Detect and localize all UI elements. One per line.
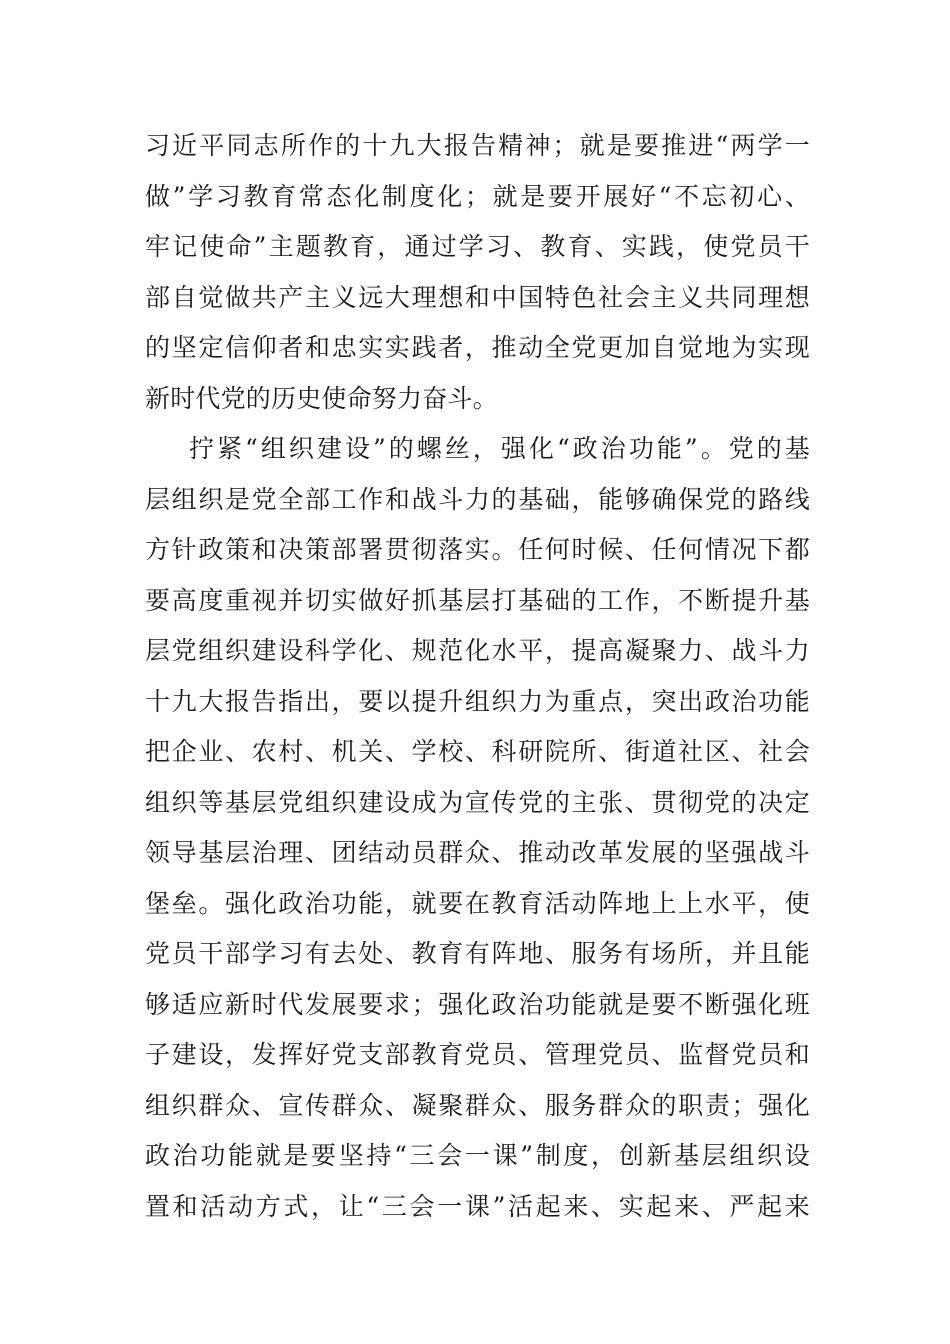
text-line: 新时代党的历史使命努力奋斗。 — [145, 383, 498, 413]
text-line: 要高度重视并切实做好抓基层打基础的工作，不断提升基 — [145, 585, 810, 615]
text-line: 组织群众、宣传群众、凝聚群众、服务群众的职责；强化 — [145, 1090, 810, 1120]
text-line: 政治功能就是要坚持“三会一课”制度，创新基层组织设 — [145, 1141, 810, 1170]
text-line: 牢记使命”主题教育，通过学习、教育、实践，使党员干 — [145, 232, 810, 261]
text-line: 堡垒。强化政治功能，就要在教育活动阵地上上水平，使 — [145, 888, 810, 918]
paragraph-start-line: 拧紧“组织建设”的螺丝，强化“政治功能”。党的基 — [189, 434, 810, 463]
text-line: 把企业、农村、机关、学校、科研院所、街道社区、社会 — [145, 737, 810, 766]
text-line: 部自觉做共产主义远大理想和中国特色社会主义共同理想 — [145, 282, 810, 312]
text-line: 党员干部学习有去处、教育有阵地、服务有场所，并且能 — [145, 939, 810, 968]
text-line: 够适应新时代发展要求；强化政治功能就是要不断强化班 — [145, 989, 810, 1019]
text-line: 置和活动方式，让“三会一课”活起来、实起来、严起来 — [145, 1191, 810, 1221]
text-line: 组织等基层党组织建设成为宣传党的主张、贯彻党的决定 — [145, 787, 810, 817]
text-line: 子建设，发挥好党支部教育党员、管理党员、监督党员和 — [145, 1040, 810, 1069]
text-line: 十九大报告指出，要以提升组织力为重点，突出政治功能 — [145, 686, 810, 716]
body-text — [145, 121, 810, 1232]
text-line: 方针政策和决策部署贯彻落实。任何时候、任何情况下都 — [145, 535, 810, 564]
text-line: 领导基层治理、团结动员群众、推动改革发展的坚强战斗 — [145, 838, 810, 867]
text-line: 的坚定信仰者和忠实实践者，推动全党更加自觉地为实现 — [145, 333, 810, 362]
text-line: 层组织是党全部工作和战斗力的基础，能够确保党的路线 — [145, 484, 810, 514]
text-line: 习近平同志所作的十九大报告精神；就是要推进“两学一 — [145, 131, 810, 160]
text-line: 层党组织建设科学化、规范化水平，提高凝聚力、战斗力 — [145, 636, 810, 665]
text-line: 做”学习教育常态化制度化；就是要开展好“不忘初心、 — [145, 181, 810, 211]
